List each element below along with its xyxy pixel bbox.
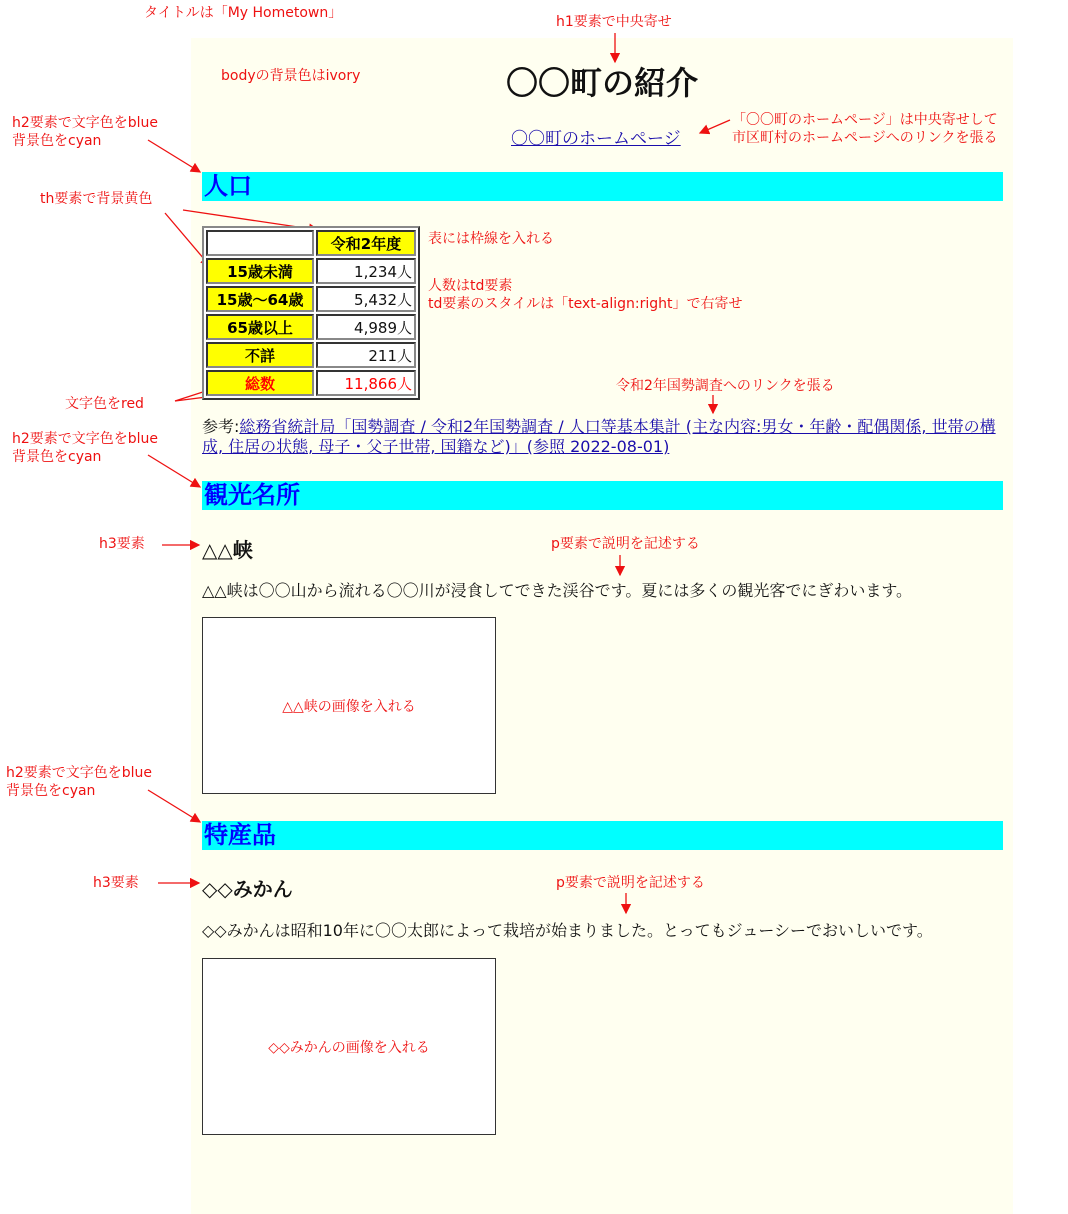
- sights-image-label: △△峡の画像を入れる: [282, 698, 416, 715]
- section-heading-specialty: 特産品: [202, 821, 1003, 850]
- total-label: 総数: [206, 370, 314, 396]
- annotation-link-2: 市区町村のホームページへのリンクを張る: [732, 130, 998, 146]
- annotation-title: タイトルは「My Hometown」: [144, 5, 343, 21]
- annotation-p-2: p要素で説明を記述する: [556, 875, 705, 891]
- row-value: 211人: [316, 342, 416, 368]
- table-row: [206, 286, 416, 312]
- specialty-subheading: ◇◇みかん: [202, 877, 293, 901]
- population-table: [202, 226, 420, 400]
- annotation-border: 表には枠線を入れる: [428, 231, 554, 247]
- annotation-body-bg: bodyの背景色はivory: [221, 68, 361, 84]
- annotation-h3-1: h3要素: [99, 536, 145, 552]
- annotation-td-2: td要素のスタイルは「text-align:right」で右寄せ: [428, 296, 743, 312]
- annotation-census-link: 令和2年国勢調査へのリンクを張る: [616, 378, 835, 394]
- total-value: 11,866人: [316, 370, 416, 396]
- table-header-row: [206, 230, 416, 256]
- sights-subheading: △△峡: [202, 538, 253, 562]
- page-title: 〇〇町の紹介: [505, 64, 698, 102]
- annotation-link-1: 「〇〇町のホームページ」は中央寄せして: [732, 112, 998, 128]
- annotation-h1: h1要素で中央寄せ: [556, 14, 672, 30]
- annotation-h2-2b: 背景色をcyan: [12, 449, 102, 465]
- row-label: 65歳以上: [206, 314, 314, 340]
- home-link[interactable]: 〇〇町のホームページ: [511, 129, 681, 149]
- annotation-th: th要素で背景黄色: [40, 191, 153, 207]
- annotation-h2-3a: h2要素で文字色をblue: [6, 765, 153, 781]
- sights-description: △△峡は〇〇山から流れる〇〇川が浸食してできた渓谷です。夏には多くの観光客でにぎわいます。: [202, 581, 913, 600]
- row-label: 15歳〜64歳: [206, 286, 314, 312]
- row-value: 4,989人: [316, 314, 416, 340]
- annotation-h2-3b: 背景色をcyan: [6, 783, 96, 799]
- section-heading-population: 人口: [202, 172, 1003, 201]
- table-column-header: 令和2年度: [316, 230, 416, 256]
- annotation-h2-2a: h2要素で文字色をblue: [12, 431, 159, 447]
- reference-text: [202, 417, 1002, 457]
- table-corner-cell: [206, 230, 314, 256]
- annotation-h2-1a: h2要素で文字色をblue: [12, 115, 159, 131]
- annotation-h3-2: h3要素: [93, 875, 139, 891]
- row-value: 5,432人: [316, 286, 416, 312]
- row-label: 不詳: [206, 342, 314, 368]
- annotation-p-1: p要素で説明を記述する: [551, 536, 700, 552]
- specialty-description: ◇◇みかんは昭和10年に〇〇太郎によって栽培が始まりました。とってもジューシーでおいしいです。: [202, 921, 933, 940]
- table-row-total: [206, 370, 416, 396]
- row-label: 15歳未満: [206, 258, 314, 284]
- section-heading-sights: 観光名所: [202, 481, 1003, 510]
- row-value: 1,234人: [316, 258, 416, 284]
- annotation-h2-1b: 背景色をcyan: [12, 133, 102, 149]
- annotation-red: 文字色をred: [65, 396, 144, 412]
- specialty-image-label: ◇◇みかんの画像を入れる: [268, 1039, 430, 1056]
- table-row: [206, 258, 416, 284]
- table-row: [206, 314, 416, 340]
- sights-image-placeholder: [202, 617, 496, 794]
- specialty-image-placeholder: [202, 958, 496, 1135]
- census-link[interactable]: 総務省統計局「国勢調査 / 令和2年国勢調査 / 人口等基本集計 (主な内容:男女・年齢・配偶関係, 世帯の構成, 住居の状態, 母子・父子世帯, 国籍など)」(参照 2022-08-01): [202, 417, 996, 456]
- table-row: [206, 342, 416, 368]
- reference-prefix: 参考:: [202, 417, 240, 436]
- annotation-td-1: 人数はtd要素: [428, 278, 513, 294]
